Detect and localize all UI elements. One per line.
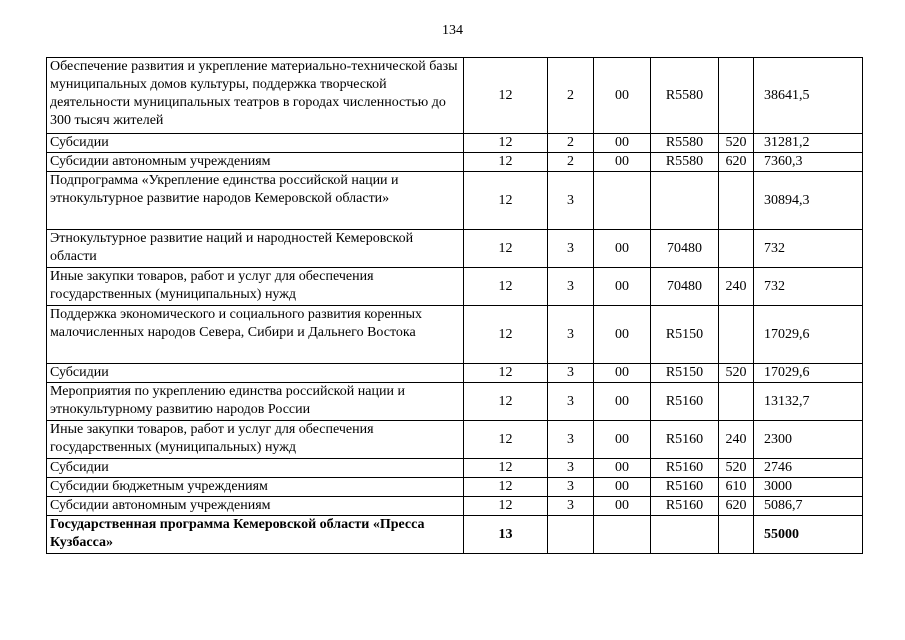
table-row	[47, 58, 863, 134]
row-code-1-cell: 12	[464, 421, 548, 459]
row-name-cell: Этнокультурное развитие наций и народностей Кемеровской области	[47, 230, 464, 268]
table-row	[47, 134, 863, 153]
row-code-3-cell: 00	[594, 478, 651, 497]
page-number: 134	[442, 23, 463, 38]
row-code-1-cell: 12	[464, 58, 548, 134]
row-code-3-cell: 00	[594, 459, 651, 478]
row-amount-cell: 7360,3	[754, 153, 863, 172]
row-code-5-cell: 240	[719, 421, 754, 459]
row-code-5-cell	[719, 516, 754, 554]
table-row	[47, 230, 863, 268]
row-code-4-cell: R5150	[651, 306, 719, 364]
row-code-5-cell: 610	[719, 478, 754, 497]
row-code-5-cell: 620	[719, 497, 754, 516]
row-code-2-cell: 3	[548, 459, 594, 478]
row-code-1-cell: 12	[464, 459, 548, 478]
row-name-cell: Государственная программа Кемеровской области «Пресса Кузбасса»	[47, 516, 464, 554]
row-code-3-cell: 00	[594, 421, 651, 459]
row-code-1-cell: 12	[464, 383, 548, 421]
row-code-2-cell: 3	[548, 364, 594, 383]
row-code-2-cell: 2	[548, 134, 594, 153]
row-code-1-cell: 12	[464, 153, 548, 172]
row-code-2-cell	[548, 516, 594, 554]
table-row	[47, 268, 863, 306]
row-code-2-cell: 3	[548, 497, 594, 516]
table-row	[47, 459, 863, 478]
row-amount-cell: 38641,5	[754, 58, 863, 134]
row-code-1-cell: 12	[464, 306, 548, 364]
row-code-5-cell	[719, 383, 754, 421]
row-code-5-cell: 520	[719, 134, 754, 153]
row-code-5-cell	[719, 306, 754, 364]
row-code-2-cell: 2	[548, 58, 594, 134]
row-code-2-cell: 2	[548, 153, 594, 172]
table-row	[47, 306, 863, 364]
row-code-2-cell: 3	[548, 306, 594, 364]
table-row	[47, 153, 863, 172]
row-code-3-cell: 00	[594, 268, 651, 306]
row-amount-cell: 30894,3	[754, 172, 863, 230]
table-row	[47, 364, 863, 383]
row-code-4-cell: R5580	[651, 134, 719, 153]
row-amount-cell: 13132,7	[754, 383, 863, 421]
row-name-cell: Иные закупки товаров, работ и услуг для обеспечения государственных (муниципальных) нужд	[47, 421, 464, 459]
row-code-2-cell: 3	[548, 383, 594, 421]
budget-table	[46, 57, 863, 554]
row-code-3-cell: 00	[594, 153, 651, 172]
row-name-cell: Субсидии автономным учреждениям	[47, 497, 464, 516]
row-code-4-cell: R5580	[651, 58, 719, 134]
row-code-2-cell: 3	[548, 230, 594, 268]
row-code-4-cell: R5580	[651, 153, 719, 172]
row-code-5-cell	[719, 172, 754, 230]
row-code-1-cell: 13	[464, 516, 548, 554]
row-amount-cell: 5086,7	[754, 497, 863, 516]
row-code-4-cell: 70480	[651, 268, 719, 306]
row-code-5-cell: 240	[719, 268, 754, 306]
table-row	[47, 421, 863, 459]
row-code-5-cell: 620	[719, 153, 754, 172]
row-code-2-cell: 3	[548, 478, 594, 497]
row-code-3-cell: 00	[594, 383, 651, 421]
row-code-3-cell: 00	[594, 230, 651, 268]
row-code-4-cell: R5160	[651, 421, 719, 459]
row-code-1-cell: 12	[464, 364, 548, 383]
row-amount-cell: 17029,6	[754, 364, 863, 383]
row-code-3-cell: 00	[594, 134, 651, 153]
row-amount-cell: 17029,6	[754, 306, 863, 364]
table-row	[47, 497, 863, 516]
row-code-3-cell: 00	[594, 58, 651, 134]
row-code-3-cell: 00	[594, 306, 651, 364]
row-code-3-cell: 00	[594, 497, 651, 516]
row-amount-cell: 3000	[754, 478, 863, 497]
row-code-3-cell	[594, 172, 651, 230]
row-name-cell: Субсидии	[47, 459, 464, 478]
row-amount-cell: 732	[754, 230, 863, 268]
row-code-4-cell	[651, 172, 719, 230]
row-amount-cell: 2746	[754, 459, 863, 478]
row-amount-cell: 732	[754, 268, 863, 306]
row-name-cell: Субсидии	[47, 364, 464, 383]
row-name-cell: Подпрограмма «Укрепление единства российской нации и этнокультурное развитие народов Кемеровской области»	[47, 172, 464, 230]
row-name-cell: Иные закупки товаров, работ и услуг для обеспечения государственных (муниципальных) нужд	[47, 268, 464, 306]
table-row	[47, 383, 863, 421]
row-code-5-cell: 520	[719, 364, 754, 383]
row-name-cell: Субсидии автономным учреждениям	[47, 153, 464, 172]
row-name-cell: Обеспечение развития и укрепление материально-технической базы муниципальных домов культуры, поддержка творческой деятельности муниципальных театров в городах численностью до 300 тысяч жителей	[47, 58, 464, 134]
table-row	[47, 478, 863, 497]
row-code-4-cell: 70480	[651, 230, 719, 268]
row-name-cell: Субсидии бюджетным учреждениям	[47, 478, 464, 497]
table-row	[47, 516, 863, 554]
row-code-4-cell: R5160	[651, 497, 719, 516]
row-name-cell: Поддержка экономического и социального развития коренных малочисленных народов Севера, Сибири и Дальнего Востока	[47, 306, 464, 364]
row-code-3-cell	[594, 516, 651, 554]
row-code-5-cell	[719, 58, 754, 134]
row-code-2-cell: 3	[548, 268, 594, 306]
row-code-1-cell: 12	[464, 478, 548, 497]
row-code-5-cell	[719, 230, 754, 268]
row-code-2-cell: 3	[548, 172, 594, 230]
row-code-4-cell: R5160	[651, 478, 719, 497]
row-amount-cell: 55000	[754, 516, 863, 554]
row-code-3-cell: 00	[594, 364, 651, 383]
row-code-2-cell: 3	[548, 421, 594, 459]
row-code-1-cell: 12	[464, 172, 548, 230]
row-code-1-cell: 12	[464, 268, 548, 306]
row-name-cell: Субсидии	[47, 134, 464, 153]
row-amount-cell: 31281,2	[754, 134, 863, 153]
row-name-cell: Мероприятия по укреплению единства российской нации и этнокультурному развитию народов России	[47, 383, 464, 421]
row-code-4-cell: R5150	[651, 364, 719, 383]
row-code-1-cell: 12	[464, 230, 548, 268]
row-code-4-cell: R5160	[651, 383, 719, 421]
table-row	[47, 172, 863, 230]
row-code-1-cell: 12	[464, 497, 548, 516]
row-code-1-cell: 12	[464, 134, 548, 153]
row-amount-cell: 2300	[754, 421, 863, 459]
row-code-5-cell: 520	[719, 459, 754, 478]
row-code-4-cell: R5160	[651, 459, 719, 478]
row-code-4-cell	[651, 516, 719, 554]
